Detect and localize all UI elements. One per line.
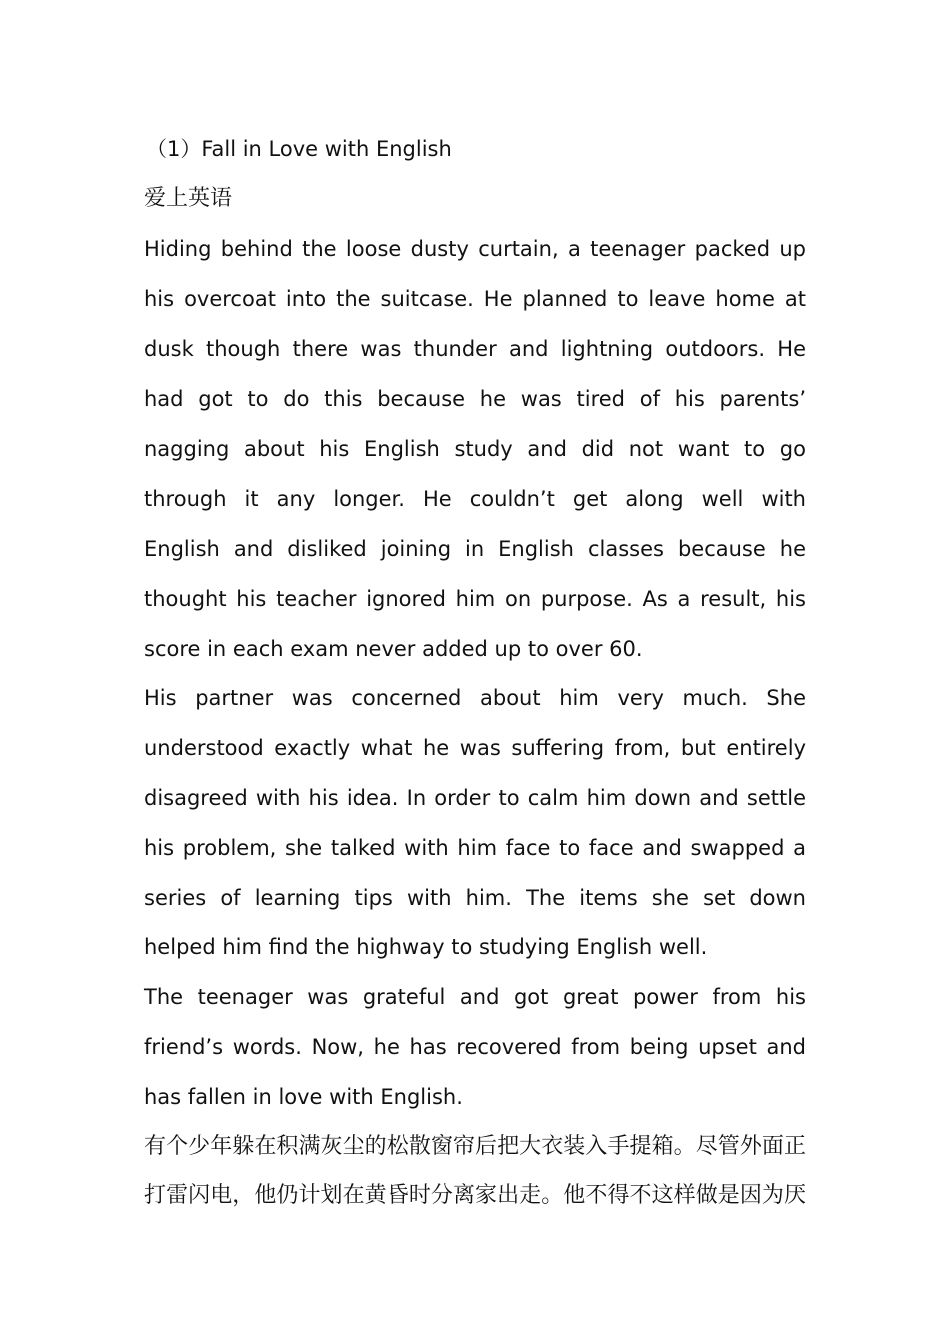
paragraph-3-line-1: The teenager was grateful and got great power from his (144, 985, 806, 1009)
paragraph-2-line-3: disagreed with his idea. In order to calm him down and settle (144, 786, 806, 810)
paragraph-3-line-3: has fallen in love with English. (144, 1085, 463, 1109)
paragraph-1-line-1: Hiding behind the loose dusty curtain, a teenager packed up (144, 237, 806, 261)
paragraph-4-line-2: 打雷闪电，他仍计划在黄昏时分离家出走。他不得不这样做是因为厌 (144, 1183, 806, 1208)
paragraph-1-line-9: score in each exam never added up to over 60. (144, 637, 643, 661)
paragraph-2-line-1: His partner was concerned about him very much. She (144, 686, 806, 710)
paragraph-1-line-3: dusk though there was thunder and lightning outdoors. He (144, 337, 806, 361)
paragraph-2-line-6: helped him find the highway to studying English well. (144, 935, 708, 959)
paragraph-1-line-8: thought his teacher ignored him on purpose. As a result, his (144, 587, 806, 611)
paragraph-1-line-7: English and disliked joining in English classes because he (144, 537, 806, 561)
paragraph-1-line-2: his overcoat into the suitcase. He planned to leave home at (144, 287, 806, 311)
document-title: （1）Fall in Love with English (146, 137, 452, 161)
paragraph-2-line-2: understood exactly what he was suffering from, but entirely (144, 736, 806, 760)
paragraph-3-line-2: friend’s words. Now, he has recovered from being upset and (144, 1035, 806, 1059)
paragraph-4-line-1: 有个少年躲在积满灰尘的松散窗帘后把大衣装入手提箱。尽管外面正 (144, 1134, 806, 1159)
paragraph-2-line-4: his problem, she talked with him face to face and swapped a (144, 836, 806, 860)
paragraph-2-line-5: series of learning tips with him. The items she set down (144, 886, 806, 910)
paragraph-1-line-5: nagging about his English study and did not want to go (144, 437, 806, 461)
paragraph-1-line-4: had got to do this because he was tired of his parents’ (144, 387, 806, 411)
document-subtitle: 爱上英语 (144, 186, 233, 211)
paragraph-1-line-6: through it any longer. He couldn’t get along well with (144, 487, 806, 511)
